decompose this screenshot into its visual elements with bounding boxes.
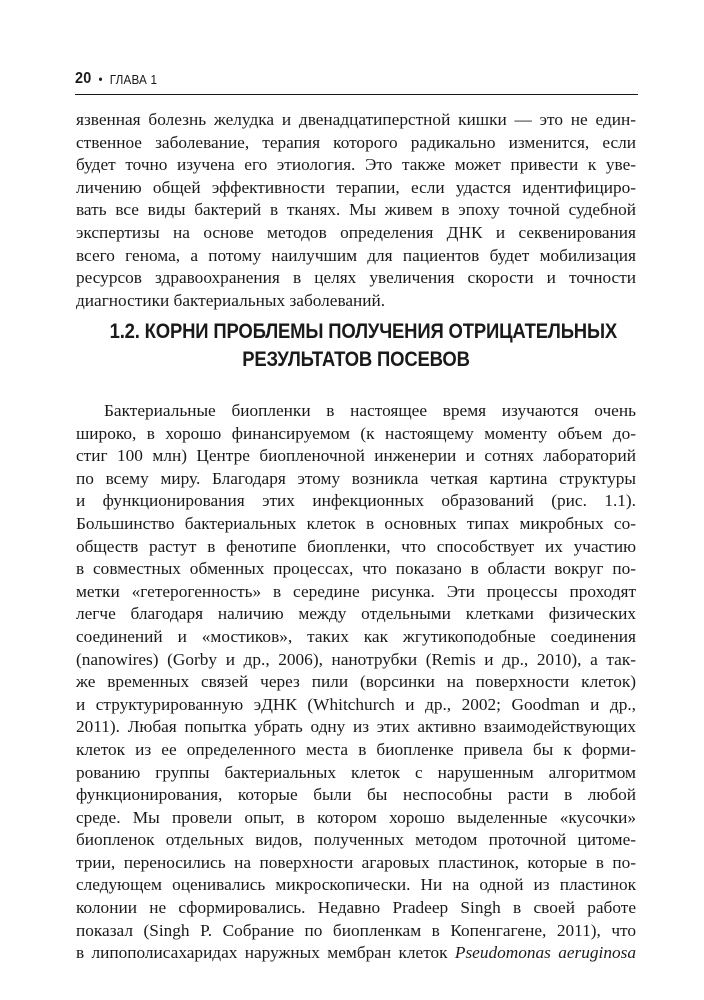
chapter-label: ГЛАВА 1 <box>109 71 158 87</box>
text-line: рованию группы бактериальных клеток с нарушенным алгоритмом <box>76 762 636 782</box>
text-line: язвенная болезнь желудка и двенадцатиперстной кишки — это не един- <box>76 110 636 129</box>
section-heading <box>76 318 636 374</box>
text-line: всего генома, а потому наилучшим для пациентов будет мобилизация <box>76 245 636 265</box>
text-line-lead: в липополисахаридах наружных мембран клеток <box>76 943 455 963</box>
text-line: трии, переносились на поверхности агаровых пластинок, которые в по- <box>76 852 636 872</box>
text-line: обществ растут в фенотипе биопленки, что способствует их участию <box>76 536 636 556</box>
running-head <box>75 70 157 88</box>
text-line: соединений и «мостиков», таких как жгутикоподобные соединения <box>76 626 636 646</box>
paragraph-1 <box>76 109 636 312</box>
text-line: в совместных обменных процессах, что показано в области вокруг по- <box>76 559 636 579</box>
text-line: ственное заболевание, терапия которого радикально изменится, если <box>76 132 636 152</box>
text-line: стиг 100 млн) Центре биопленочной инженерии и сотнях лабораторий <box>76 446 636 466</box>
text-line: среде. Мы провели опыт, в котором хорошо выделенные «кусочки» <box>76 807 636 827</box>
species-name: Pseudomonas aeruginosa <box>454 943 636 963</box>
text-line: будет точно изучена его этиология. Это также может привести к уве- <box>76 155 636 175</box>
text-line: же временных связей через пили (ворсинки на поверхности клеток) <box>76 672 636 692</box>
text-line: 2011). Любая попытка убрать одну из этих активно взаимодействующих <box>76 717 636 737</box>
paragraph-2 <box>76 400 636 965</box>
text-line: функционирования, которые были бы неспособны расти в любой <box>76 785 636 805</box>
text-line: (nanowires) (Gorby и др., 2006), нанотрубки (Remis и др., 2010), а так- <box>76 649 636 669</box>
text-line: экспертизы на основе методов определения ДНК и секвенирования <box>76 222 636 242</box>
text-line: и функционирования этих инфекционных образований (рис. 1.1). <box>76 491 636 511</box>
header-rule <box>75 94 638 95</box>
text-line-last <box>76 942 636 965</box>
text-line: личению общей эффективности терапии, если удастся идентифициро- <box>76 177 636 197</box>
bullet-separator: • <box>98 72 103 86</box>
text-line: показал (Singh P. Собрание по биопленкам в Копенгагене, 2011), что <box>76 920 636 940</box>
text-line: диагностики бактериальных заболеваний. <box>76 290 386 310</box>
text-line: биопленок отдельных видов, полученных методом проточной цитоме- <box>76 830 636 850</box>
text-line: по всему миру. Благодаря этому возникла четкая картина структуры <box>76 468 636 488</box>
text-line: вать все виды бактерий в тканях. Мы живем в эпоху точной судебной <box>76 200 636 220</box>
section-heading-line-2: РЕЗУЛЬТАТОВ ПОСЕВОВ <box>242 348 470 371</box>
text-line: следующем оценивались микроскопически. Ни на одной из пластинок <box>76 875 636 895</box>
text-line: широко, в хорошо финансируемом (к настоящему моменту объем до- <box>76 423 636 443</box>
text-line: Бактериальные биопленки в настоящее время изучаются очень <box>104 401 636 420</box>
text-line: ресурсов здравоохранения в целях увеличения скорости и точности <box>76 268 636 288</box>
page-number: 20 <box>75 70 92 87</box>
text-line: колонии не сформировались. Недавно Pradeep Singh в своей работе <box>76 898 636 918</box>
text-line: метки «гетерогенность» в середине рисунка. Эти процессы проходят <box>76 581 636 601</box>
text-line: и структурированную эДНК (Whitchurch и др., 2002; Goodman и др., <box>76 694 636 714</box>
text-line: легче благодаря наличию между отдельными клетками физических <box>76 604 636 624</box>
text-line: Большинство бактериальных клеток в основных типах микробных со- <box>76 513 636 533</box>
text-line: клеток из ее определенного места в биопленке привела бы к форми- <box>76 739 636 759</box>
section-heading-line-1: 1.2. КОРНИ ПРОБЛЕМЫ ПОЛУЧЕНИЯ ОТРИЦАТЕЛЬНЫХ <box>109 320 618 343</box>
